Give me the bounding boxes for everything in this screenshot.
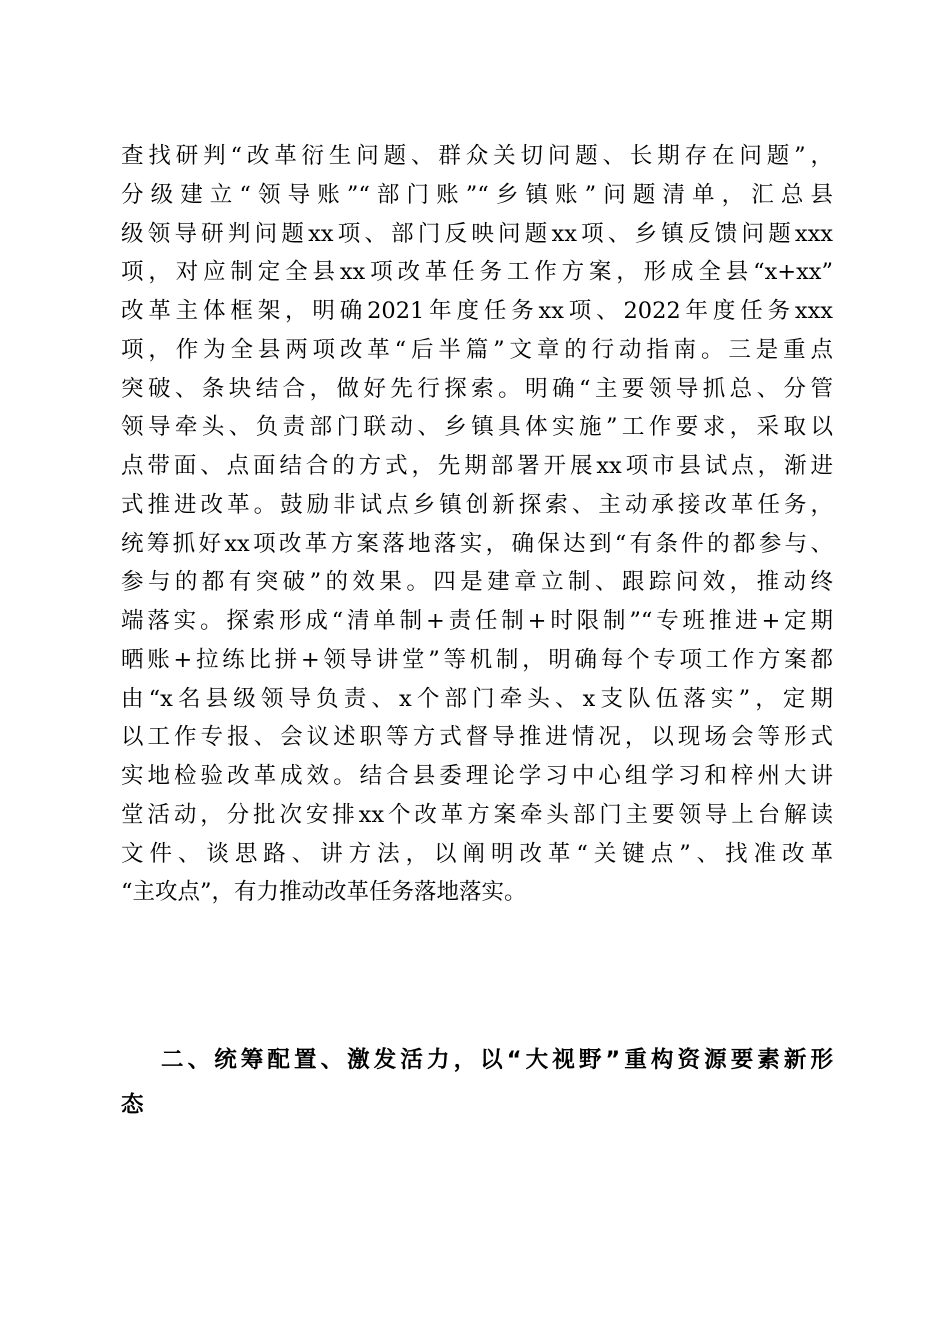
paragraph-line: 晒账+拉练比拼+领导讲堂”等机制，明确每个专项工作方案都: [121, 646, 833, 673]
paragraph-line: 级领导研判问题xx项、部门反映问题xx项、乡镇反馈问题xxx: [121, 220, 833, 247]
paragraph-line: 端落实。探索形成“清单制+责任制+时限制”“专班推进+定期: [121, 608, 833, 634]
paragraph-line: 点带面、点面结合的方式，先期部署开展xx项市县试点，渐进: [121, 453, 833, 479]
paragraph-line: 文件、谈思路、讲方法，以阐明改革“关键点”、找准改革: [121, 840, 833, 867]
paragraph-line: 查找研判“改革衍生问题、群众关切问题、长期存在问题”，: [121, 143, 833, 169]
paragraph-line: 改革主体框架，明确2021年度任务xx项、2022年度任务xxx: [121, 298, 833, 324]
section-heading: [121, 1038, 833, 1128]
paragraph-line: 分级建立“领导账”“部门账”“乡镇账”问题清单，汇总县: [121, 181, 833, 208]
paragraph-line: 以工作专报、会议述职等方式督导推进情况，以现场会等形式: [121, 724, 833, 751]
paragraph-line: 项，对应制定全县xx项改革任务工作方案，形成全县“x+xx”: [121, 259, 833, 286]
paragraph-line: 突破、条块结合，做好先行探索。明确“主要领导抓总、分管: [121, 375, 833, 402]
heading-line: 态: [121, 1092, 144, 1118]
body-paragraph: [121, 137, 833, 912]
paragraph-line: 堂活动，分批次安排xx个改革方案牵头部门主要领导上台解读: [121, 801, 833, 828]
paragraph-line: 领导牵头、负责部门联动、乡镇具体实施”工作要求，采取以: [121, 414, 833, 441]
heading-line: 二、统筹配置、激发活力，以“大视野”重构资源要素新形: [161, 1047, 833, 1073]
paragraph-line: 式推进改革。鼓励非试点乡镇创新探索、主动承接改革任务，: [121, 491, 833, 518]
paragraph-line: 参与的都有突破”的效果。四是建章立制、跟踪问效，推动终: [121, 569, 833, 596]
paragraph-line: 实地检验改革成效。结合县委理论学习中心组学习和梓州大讲: [121, 763, 833, 789]
paragraph-line: “主攻点”，有力推动改革任务落地落实。: [121, 879, 527, 906]
paragraph-line: 由“x名县级领导负责、x个部门牵头、x支队伍落实”，定期: [121, 685, 833, 712]
paragraph-line: 统筹抓好xx项改革方案落地落实，确保达到“有条件的都参与、: [121, 530, 833, 557]
paragraph-line: 项，作为全县两项改革“后半篇”文章的行动指南。三是重点: [121, 336, 833, 363]
